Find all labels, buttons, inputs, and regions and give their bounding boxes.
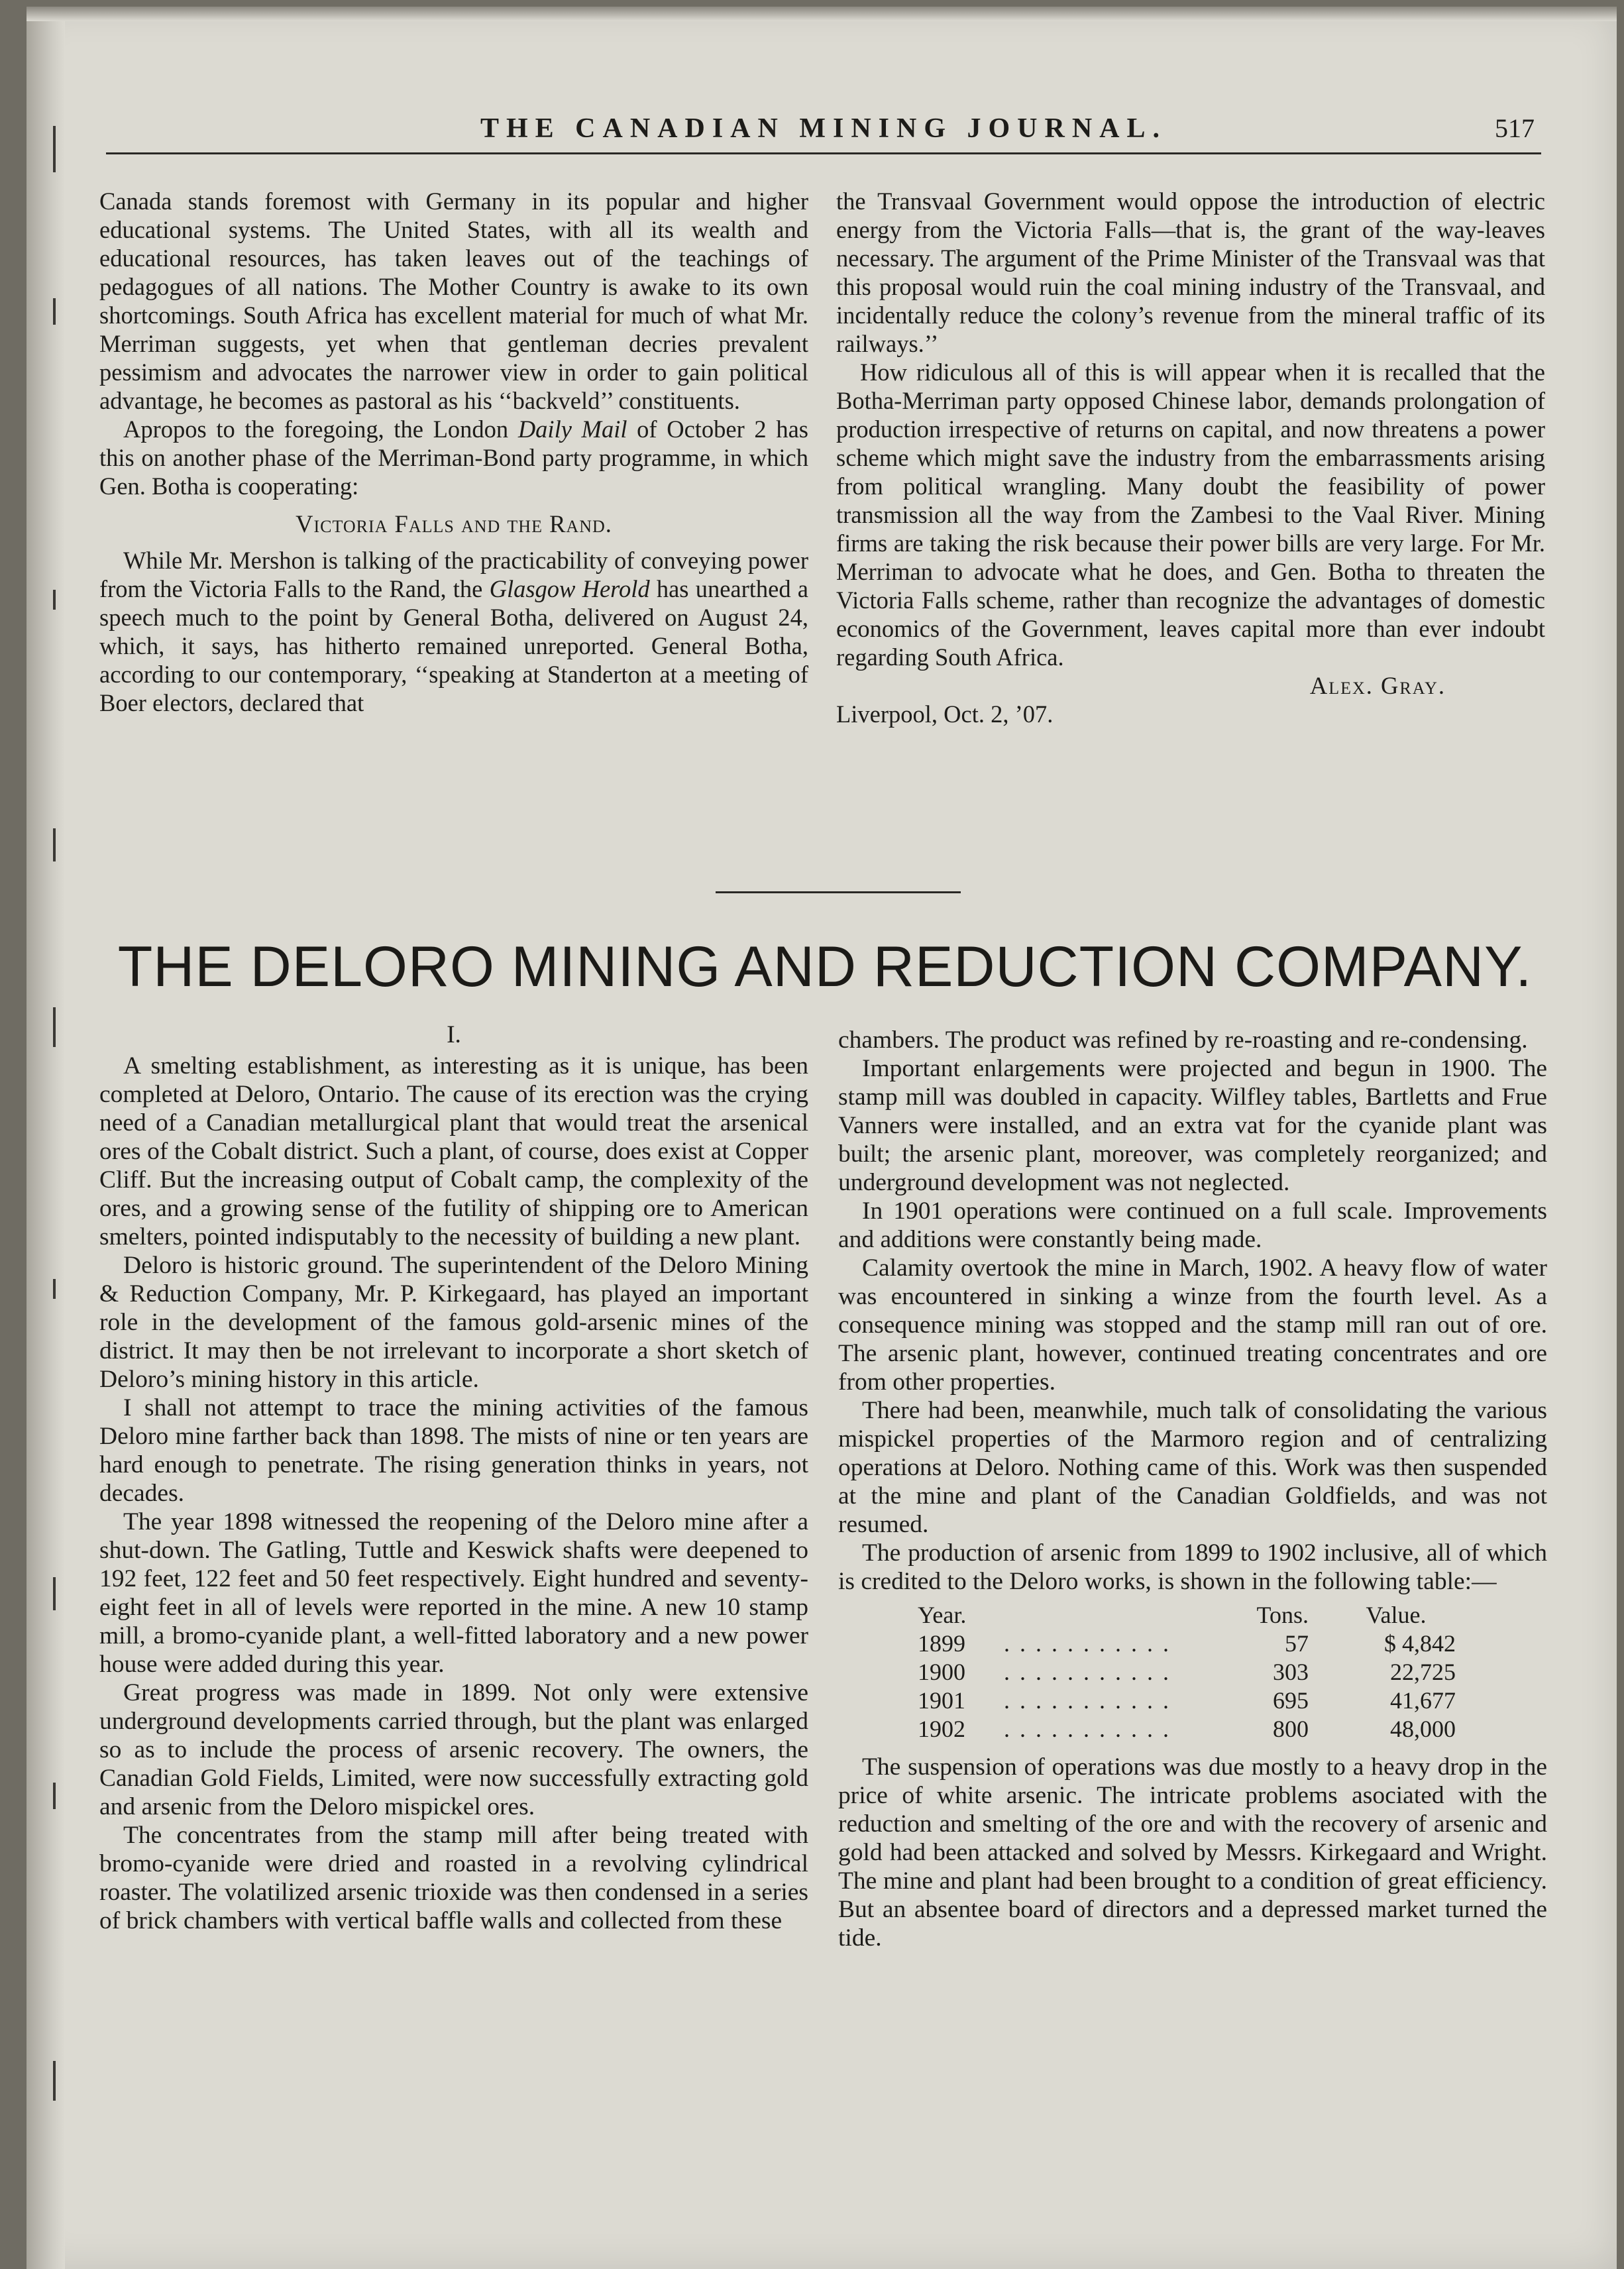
arsenic-production-table [918,1601,1456,1743]
author-signature: Alex. Gray. [1309,672,1446,699]
paragraph: While Mr. Mershon is talking of the practicability of conveying power from the Victoria Falls to the Rand, the Glasgow Herold has unearthed a speech much to the point by General Botha, delivered on August 24, which, it says, has hitherto remained unreported. General Botha, according to our contemporary, ‘‘speaking at Standerton at a meeting of Boer electors, declared that [99,547,808,716]
publication-name: Daily Mail [517,415,627,443]
paragraph: A smelting establishment, as interesting as it is unique, has been completed at Deloro, Ontario. The cause of its erection was the crying need of a Canadian metallurgical plant that would treat the arsenical ores of the Cobalt district. Such a plant, of course, does exist at Copper Cliff. But the increasing output of Cobalt camp, the complexity of the ores, and a growing sense of the futility of shipping ore to American smelters, pointed indisputably to the necessity of building a new plant. [99,1052,808,1250]
paragraph: How ridiculous all of this is will appear when it is recalled that the Botha-Merriman party opposed Chinese labor, demands prolongation of production irrespective of returns on capital, and now threatens a power scheme which might save the industry from the embarrassments arising from political wrangling. Many doubt the feasibility of power transmission all the way from the Zambesi to the Vaal River. Mining firms are taking the risk because their power bills are very large. For Mr. Merriman to advocate what he does, and Gen. Botha to threaten the Victoria Falls scheme, rather than recognize the advantages of domestic economics of the Government, leaves capital more than ever indoubt regarding South Africa. [836,359,1545,671]
leader-dots: . . . . . . . . . . . [1004,1687,1171,1714]
year-cell: 1901 [918,1687,965,1714]
paragraph: Canada stands foremost with Germany in its popular and higher educational systems. The United States, with all its wealth and educational resources, has taken leaves out of the teachings of pedagogues of all nations. The Mother Country is awake to its own shortcomings. South Africa has excellent material for much of what Mr. Merriman suggests, yet when that gentleman decries prevalent pessimism and advocates the narrower view in order to gain political advantage, he becomes as pastoral as his ‘‘backveld’’ constituents. [99,188,808,414]
table-header-row [918,1601,1456,1630]
bottom-left-column [99,1021,808,1935]
paragraph: The concentrates from the stamp mill after being treated with bromo-cyanide were dried and roasted in a revolving cylindrical roaster. The volatilized arsenic trioxide was then condensed in a series of brick chambers with vertical baffle walls and collected from these [99,1822,808,1934]
paragraph: chambers. The product was refined by re-roasting and re-condensing. [838,1026,1528,1054]
journal-page [27,7,1617,2269]
tons-cell: 303 [1273,1659,1309,1685]
year-cell: 1899 [918,1630,965,1657]
value-cell: 48,000 [1390,1716,1456,1742]
column-header-year: Year. [918,1602,967,1628]
paragraph: Important enlargements were projected and begun in 1900. The stamp mill was doubled in capacity. Wilfley tables, Bartletts and Frue Vanners were installed, and an extra vat for the cyanide plant was built; the arsenic plant, moreover, was completely reorganized; and underground development was not neglected. [838,1055,1547,1196]
leader-dots: . . . . . . . . . . . [1004,1716,1171,1742]
leader-dots: . . . . . . . . . . . [1004,1659,1171,1685]
running-header [106,106,1541,154]
paragraph: Calamity overtook the mine in March, 1902. A heavy flow of water was encountered in sinking a winze from the fourth level. As a consequence mining was stopped and the stamp mill ran out of ore. The arsenic plant, however, continued treating concentrates and ore from other properties. [838,1254,1547,1396]
year-cell: 1902 [918,1716,965,1742]
table-row [918,1715,1456,1743]
journal-title: THE CANADIAN MINING JOURNAL. [480,113,1167,144]
article-title: THE DELORO MINING AND REDUCTION COMPANY. [117,935,1533,999]
paragraph: In 1901 operations were continued on a full scale. Improvements and additions were constantly being made. [838,1197,1547,1253]
value-cell: 41,677 [1390,1687,1456,1714]
paragraph: Great progress was made in 1899. Not only were extensive underground developments carried through, but the plant was enlarged so as to include the process of arsenic recovery. The owners, the Canadian Gold Fields, Limited, were now successfully extracting gold and arsenic from the Deloro mispickel ores. [99,1679,808,1820]
top-right-column [836,187,1545,728]
table-row [918,1687,1456,1715]
paragraph: Apropos to the foregoing, the London Daily Mail of October 2 has this on another phase of the Merriman-Bond party programme, in which Gen. Botha is cooperating: [99,415,808,500]
bottom-right-column [838,1026,1547,1952]
year-cell: 1900 [918,1659,965,1685]
paragraph: There had been, meanwhile, much talk of consolidating the various mispickel properties of the Marmoro region and of centralizing operations at Deloro. Nothing came of this. Work was then suspended at the mine and plant of the Canadian Goldfields, and was not resumed. [838,1397,1547,1538]
paragraph: Deloro is historic ground. The superintendent of the Deloro Mining & Reduction Company, Mr. P. Kirkegaard, has played an important role in the development of the famous gold-arsenic mines of the district. It may then be not irrelevant to incorporate a short sketch of Deloro’s mining history in this article. [99,1252,808,1393]
value-cell: $ 4,842 [1384,1630,1456,1657]
section-number: I. [447,1021,461,1048]
top-left-column [99,187,808,717]
column-header-value: Value. [1366,1602,1427,1628]
page-number: 517 [1495,113,1535,143]
tons-cell: 695 [1273,1687,1309,1714]
tons-cell: 57 [1285,1630,1309,1657]
paragraph: The suspension of operations was due mostly to a heavy drop in the price of white arsenic. The intricate problems asociated with the reduction and smelting of the ore and with the recovery of arsenic and gold had been attacked and solved by Messrs. Kirkegaard and Wright. The mine and plant had been brought to a condition of great efficiency. But an absentee board of directors and a depressed market turned the tide. [838,1753,1547,1952]
dateline: Liverpool, Oct. 2, ’07. [836,700,1054,728]
paragraph: I shall not attempt to trace the mining activities of the famous Deloro mine farther back than 1898. The mists of nine or ten years are hard enough to penetrate. The rising generation thinks in years, not decades. [99,1394,808,1507]
section-divider [716,891,961,893]
paragraph: The production of arsenic from 1899 to 1902 inclusive, all of which is credited to the Deloro works, is shown in the following table:— [838,1539,1547,1595]
leader-dots: . . . . . . . . . . . [1004,1630,1171,1657]
page-top-edge [27,7,1617,21]
value-cell: 22,725 [1390,1659,1456,1685]
column-header-tons: Tons. [1256,1602,1309,1628]
paragraph: The year 1898 witnessed the reopening of the Deloro mine after a shut-down. The Gatling, Tuttle and Keswick shafts were deepened to 192 feet, 122 feet and 50 feet respectively. Eight hundred and seventy-eight feet in all of levels were reported in the mine. A new 10 stamp mill, a bromo-cyanide plant, a well-fitted laboratory and a new power house were added during this year. [99,1508,808,1678]
paragraph: the Transvaal Government would oppose the introduction of electric energy from the Victoria Falls—that is, the grant of the way-leaves necessary. The argument of the Prime Minister of the Transvaal was that this proposal would ruin the coal mining industry of the Transvaal, and incidentally reduce the colony’s revenue from the mineral traffic of its railways.’’ [836,188,1545,357]
binding-margin-marks [53,86,62,2207]
table-row [918,1630,1456,1658]
publication-name: Glasgow Herold [489,575,650,602]
tons-cell: 800 [1273,1716,1309,1742]
section-subheading: Victoria Falls and the Rand. [296,510,612,537]
table-row [918,1658,1456,1687]
